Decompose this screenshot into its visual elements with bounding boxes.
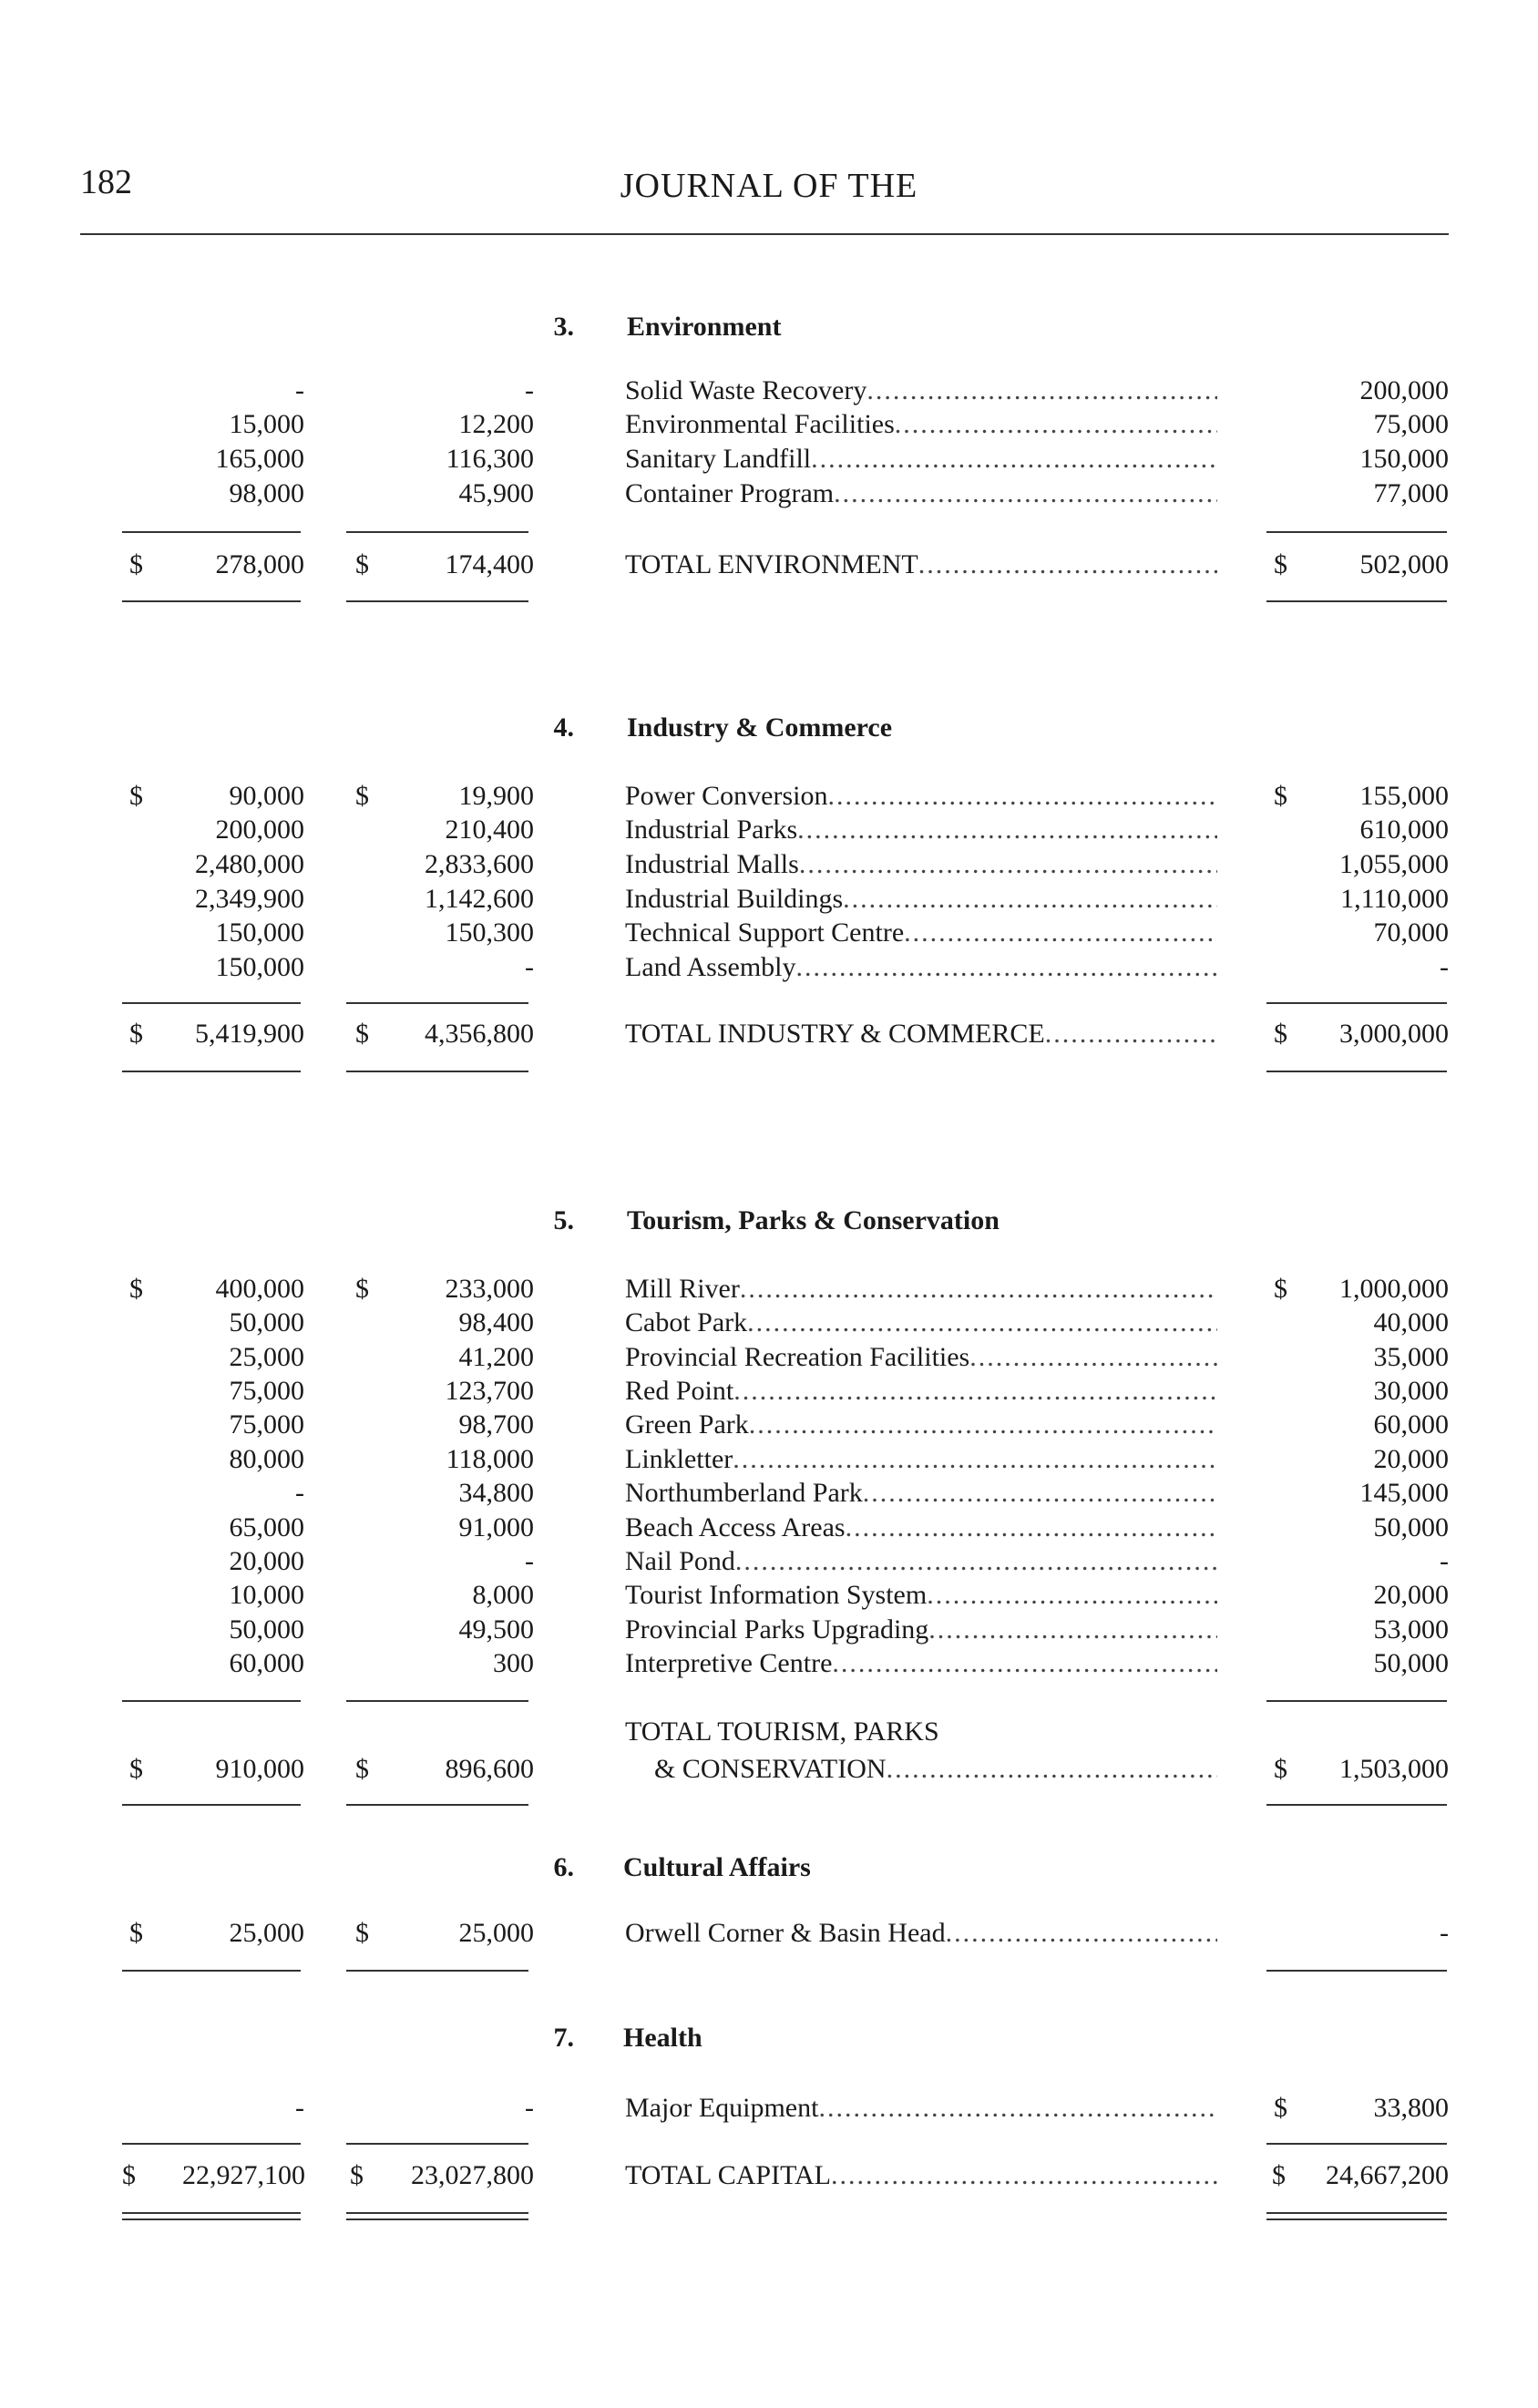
- amount-col1: 80,000: [229, 1444, 304, 1474]
- grand-total-label: TOTAL CAPITAL: [625, 2160, 832, 2190]
- grand-total-col2: 23,027,800: [411, 2160, 534, 2190]
- amount-col1: 50,000: [229, 1307, 304, 1337]
- currency-symbol: $: [129, 1019, 143, 1049]
- amount-col2: 300: [493, 1648, 534, 1678]
- total-col3: 1,503,000: [1339, 1754, 1449, 1784]
- amount-col3: 30,000: [1373, 1376, 1449, 1406]
- line-item: [625, 1546, 1217, 1581]
- section-number: 7.: [553, 2023, 574, 2053]
- currency-symbol: $: [129, 549, 143, 579]
- amount-col2: 1,142,600: [425, 884, 534, 914]
- line-item-label: Beach Access Areas: [625, 1512, 846, 1542]
- amount-col3: 145,000: [1359, 1478, 1449, 1508]
- amount-col2: -: [525, 1546, 534, 1576]
- line-item-label: Container Program: [625, 478, 835, 508]
- total-row: [654, 1754, 1217, 1785]
- total-rule: [1266, 1970, 1447, 1972]
- amount-col3: 1,000,000: [1339, 1274, 1449, 1304]
- amount-col2: 2,833,600: [425, 849, 534, 879]
- subtotal-rule: [346, 531, 528, 533]
- amount-col1: 98,000: [229, 478, 304, 508]
- subtotal-rule: [122, 2143, 301, 2145]
- total-col2: 896,600: [445, 1754, 534, 1784]
- total-rule: [346, 1804, 528, 1806]
- line-item: [625, 917, 1217, 952]
- amount-col2: -: [525, 2093, 534, 2123]
- line-item-label: Orwell Corner & Basin Head: [625, 1918, 946, 1948]
- amount-col2: 25,000: [458, 1918, 534, 1948]
- total-label-line1: TOTAL TOURISM, PARKS: [625, 1716, 939, 1747]
- amount-col1: 200,000: [215, 815, 304, 845]
- currency-symbol: $: [355, 1019, 369, 1049]
- total-rule: [1266, 1804, 1447, 1806]
- total-row: [625, 1019, 1217, 1050]
- page-title: JOURNAL OF THE: [620, 167, 918, 205]
- amount-col1: -: [295, 1478, 304, 1508]
- currency-symbol: $: [355, 549, 369, 579]
- amount-col1: 150,000: [215, 952, 304, 982]
- currency-symbol: $: [129, 1754, 143, 1784]
- amount-col2: 123,700: [445, 1376, 534, 1406]
- subtotal-rule: [346, 2143, 528, 2145]
- amount-col1: 10,000: [229, 1580, 304, 1610]
- line-item: [625, 849, 1217, 884]
- line-item: [625, 1478, 1217, 1512]
- amount-col2: -: [525, 952, 534, 982]
- amount-col2: 12,200: [458, 409, 534, 439]
- amount-col1: 25,000: [229, 1918, 304, 1948]
- line-item-label: Major Equipment: [625, 2093, 819, 2123]
- amount-col3: -: [1440, 1918, 1449, 1948]
- total-rule: [1266, 600, 1447, 602]
- currency-symbol: $: [1272, 2160, 1286, 2190]
- line-item-label: Nail Pond: [625, 1546, 735, 1576]
- total-col1: 278,000: [215, 549, 304, 579]
- line-item-label: Linkletter: [625, 1444, 733, 1474]
- total-label: TOTAL INDUSTRY & COMMERCE: [625, 1019, 1045, 1049]
- amount-col2: 49,500: [458, 1614, 534, 1645]
- amount-col1: -: [295, 375, 304, 405]
- subtotal-rule: [1266, 531, 1447, 533]
- amount-col2: 45,900: [458, 478, 534, 508]
- amount-col3: 70,000: [1373, 917, 1449, 948]
- currency-symbol: $: [1274, 1274, 1287, 1304]
- total-label: TOTAL ENVIRONMENT: [625, 549, 918, 579]
- section-title: Industry & Commerce: [627, 712, 893, 743]
- double-rule: [346, 2212, 528, 2220]
- amount-col3: 77,000: [1373, 478, 1449, 508]
- currency-symbol: $: [129, 1274, 143, 1304]
- total-rule: [122, 1071, 301, 1072]
- total-rule: [1266, 1071, 1447, 1072]
- line-item: [625, 1580, 1217, 1614]
- currency-symbol: $: [129, 1918, 143, 1948]
- subtotal-rule: [1266, 1700, 1447, 1702]
- grand-total-col3: 24,667,200: [1326, 2160, 1449, 2190]
- total-label: & CONSERVATION: [654, 1754, 887, 1784]
- line-item-label: Land Assembly: [625, 952, 796, 982]
- line-item: [625, 1444, 1217, 1479]
- section-number: 3.: [553, 312, 574, 342]
- line-item-label: Tourist Information System: [625, 1580, 928, 1610]
- subtotal-rule: [346, 1002, 528, 1004]
- amount-col2: 118,000: [446, 1444, 534, 1474]
- amount-col2: 233,000: [445, 1274, 534, 1304]
- line-item: [625, 781, 1217, 815]
- amount-col1: 2,480,000: [195, 849, 304, 879]
- amount-col2: 19,900: [458, 781, 534, 811]
- total-col1: 5,419,900: [195, 1019, 304, 1049]
- currency-symbol: $: [355, 1754, 369, 1784]
- currency-symbol: $: [122, 2160, 136, 2190]
- line-item: [625, 478, 1217, 513]
- line-item: [625, 1918, 1217, 1952]
- amount-col2: 150,300: [445, 917, 534, 948]
- line-item: [625, 815, 1217, 849]
- currency-symbol: $: [1274, 1754, 1287, 1784]
- line-item: [625, 884, 1217, 918]
- amount-col3: 40,000: [1373, 1307, 1449, 1337]
- amount-col3: -: [1440, 1546, 1449, 1576]
- amount-col3: 33,800: [1373, 2093, 1449, 2123]
- amount-col3: 155,000: [1359, 781, 1449, 811]
- amount-col1: 20,000: [229, 1546, 304, 1576]
- amount-col2: 210,400: [445, 815, 534, 845]
- line-item: [625, 1274, 1217, 1308]
- amount-col1: 65,000: [229, 1512, 304, 1542]
- amount-col3: 50,000: [1373, 1512, 1449, 1542]
- section-number: 4.: [553, 712, 574, 743]
- currency-symbol: $: [1274, 1019, 1287, 1049]
- amount-col1: 75,000: [229, 1409, 304, 1440]
- double-rule: [1266, 2212, 1447, 2220]
- line-item: [625, 444, 1217, 478]
- amount-col2: 98,700: [458, 1409, 534, 1440]
- line-item-label: Technical Support Centre: [625, 917, 905, 948]
- line-item-label: Industrial Parks: [625, 815, 798, 845]
- line-item-label: Red Point: [625, 1376, 734, 1406]
- section-number: 5.: [553, 1205, 574, 1235]
- line-item-label: Industrial Buildings: [625, 884, 844, 914]
- line-item-label: Environmental Facilities: [625, 409, 895, 439]
- amount-col1: 150,000: [215, 917, 304, 948]
- line-item: [625, 1648, 1217, 1683]
- line-item-label: Interpretive Centre: [625, 1648, 833, 1678]
- line-item: [625, 1409, 1217, 1444]
- double-rule: [122, 2212, 301, 2220]
- amount-col1: 50,000: [229, 1614, 304, 1645]
- line-item-label: Cabot Park: [625, 1307, 748, 1337]
- line-item-label: Green Park: [625, 1409, 749, 1440]
- amount-col3: 150,000: [1359, 444, 1449, 474]
- amount-col3: 60,000: [1373, 1409, 1449, 1440]
- line-item: [625, 2093, 1217, 2127]
- amount-col2: 98,400: [458, 1307, 534, 1337]
- total-rule: [346, 1071, 528, 1072]
- amount-col1: 25,000: [229, 1342, 304, 1372]
- section-title: Tourism, Parks & Conservation: [627, 1205, 1000, 1235]
- line-item-label: Provincial Recreation Facilities: [625, 1342, 970, 1372]
- total-rule: [122, 1970, 301, 1972]
- subtotal-rule: [1266, 2143, 1447, 2145]
- amount-col3: 610,000: [1359, 815, 1449, 845]
- total-col3: 502,000: [1359, 549, 1449, 579]
- subtotal-rule: [122, 1002, 301, 1004]
- currency-symbol: $: [350, 2160, 364, 2190]
- amount-col3: -: [1440, 952, 1449, 982]
- line-item-label: Northumberland Park: [625, 1478, 863, 1508]
- currency-symbol: $: [1274, 781, 1287, 811]
- line-item: [625, 952, 1217, 987]
- line-item: [625, 409, 1217, 444]
- amount-col3: 1,055,000: [1339, 849, 1449, 879]
- total-col2: 4,356,800: [425, 1019, 534, 1049]
- amount-col3: 53,000: [1373, 1614, 1449, 1645]
- amount-col1: 165,000: [215, 444, 304, 474]
- amount-col3: 20,000: [1373, 1444, 1449, 1474]
- page-number: 182: [80, 163, 132, 201]
- amount-col1: -: [295, 2093, 304, 2123]
- amount-col2: 34,800: [458, 1478, 534, 1508]
- subtotal-rule: [1266, 1002, 1447, 1004]
- amount-col2: 41,200: [458, 1342, 534, 1372]
- amount-col2: 8,000: [472, 1580, 534, 1610]
- currency-symbol: $: [355, 1918, 369, 1948]
- amount-col1: 90,000: [229, 781, 304, 811]
- currency-symbol: $: [1274, 549, 1287, 579]
- line-item: [625, 375, 1217, 410]
- amount-col2: -: [525, 375, 534, 405]
- amount-col1: 2,349,900: [195, 884, 304, 914]
- line-item: [625, 1307, 1217, 1342]
- currency-symbol: $: [355, 781, 369, 811]
- section-title: Health: [623, 2023, 702, 2053]
- total-col2: 174,400: [445, 549, 534, 579]
- subtotal-rule: [122, 531, 301, 533]
- total-col1: 910,000: [215, 1754, 304, 1784]
- line-item: [625, 1512, 1217, 1547]
- total-rule: [346, 1970, 528, 1972]
- grand-total-col1: 22,927,100: [182, 2160, 305, 2190]
- amount-col3: 75,000: [1373, 409, 1449, 439]
- amount-col1: 15,000: [229, 409, 304, 439]
- section-title: Environment: [627, 312, 782, 342]
- line-item-label: Power Conversion: [625, 781, 828, 811]
- line-item: [625, 1342, 1217, 1377]
- grand-total-row: [625, 2160, 1217, 2191]
- total-row: [625, 549, 1217, 580]
- line-item-label: Provincial Parks Upgrading: [625, 1614, 929, 1645]
- header-rule: [80, 233, 1449, 235]
- line-item: [625, 1614, 1217, 1649]
- amount-col2: 116,300: [446, 444, 534, 474]
- amount-col3: 50,000: [1373, 1648, 1449, 1678]
- currency-symbol: $: [129, 781, 143, 811]
- amount-col3: 1,110,000: [1340, 884, 1449, 914]
- amount-col1: 60,000: [229, 1648, 304, 1678]
- total-col3: 3,000,000: [1339, 1019, 1449, 1049]
- line-item: [625, 1376, 1217, 1410]
- amount-col3: 20,000: [1373, 1580, 1449, 1610]
- section-title: Cultural Affairs: [623, 1852, 811, 1882]
- currency-symbol: $: [1274, 2093, 1287, 2123]
- line-item-label: Industrial Malls: [625, 849, 799, 879]
- amount-col3: 200,000: [1359, 375, 1449, 405]
- line-item-label: Sanitary Landfill: [625, 444, 812, 474]
- subtotal-rule: [122, 1700, 301, 1702]
- currency-symbol: $: [355, 1274, 369, 1304]
- amount-col1: 75,000: [229, 1376, 304, 1406]
- line-item-label: Solid Waste Recovery: [625, 375, 867, 405]
- amount-col3: 35,000: [1373, 1342, 1449, 1372]
- total-rule: [122, 1804, 301, 1806]
- total-rule: [122, 600, 301, 602]
- amount-col2: 91,000: [458, 1512, 534, 1542]
- subtotal-rule: [346, 1700, 528, 1702]
- section-number: 6.: [553, 1852, 574, 1882]
- line-item-label: Mill River: [625, 1274, 740, 1304]
- total-rule: [346, 600, 528, 602]
- amount-col1: 400,000: [215, 1274, 304, 1304]
